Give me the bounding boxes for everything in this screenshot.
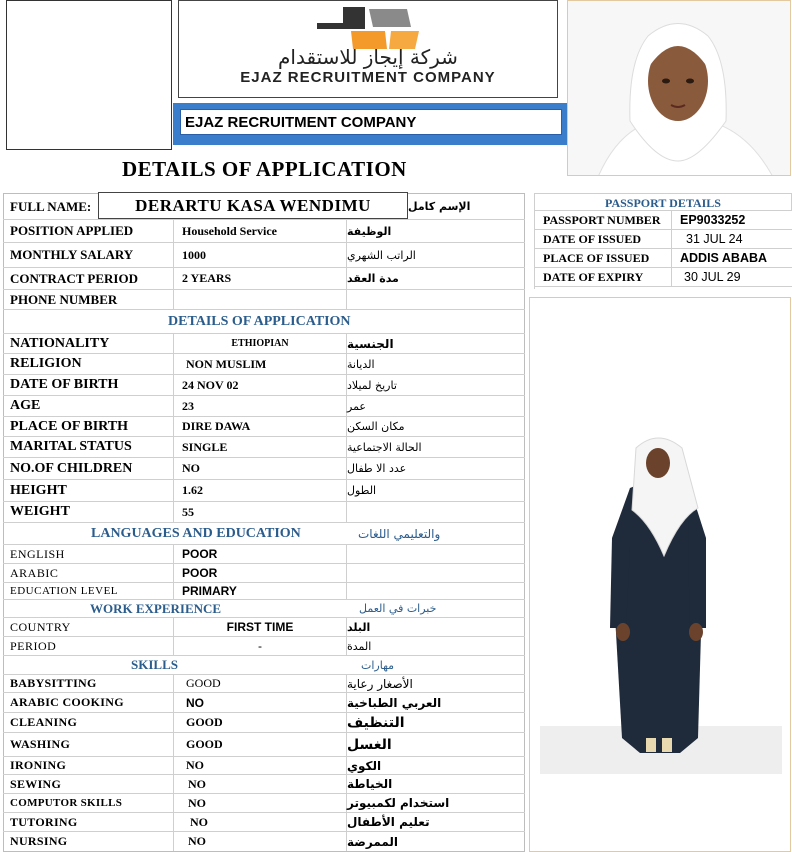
- passport-label: PLACE OF ISSUED: [543, 250, 650, 265]
- passport-row: [535, 249, 792, 268]
- section-title-arabic: والتعليمي اللغات: [358, 526, 441, 541]
- row-arabic-label: العربي الطباخية: [346, 693, 525, 712]
- row-label: CLEANING: [10, 715, 78, 729]
- details-section-header: [3, 309, 525, 333]
- row-value: 1000: [173, 243, 346, 267]
- row-arabic-label: الحالة الاجتماعية: [346, 437, 525, 457]
- table-row: [3, 692, 525, 712]
- row-value: GOOD: [173, 675, 346, 692]
- table-row: [3, 712, 525, 732]
- table-row: [3, 436, 525, 457]
- table-row: [3, 582, 525, 599]
- row-value: NO: [173, 458, 346, 479]
- table-row: [3, 774, 525, 793]
- row-label: IRONING: [10, 758, 67, 772]
- passport-label: DATE OF ISSUED: [543, 231, 642, 246]
- section-title-arabic: خبرات في العمل: [359, 602, 437, 615]
- row-label: HEIGHT: [10, 482, 67, 498]
- passport-table: [534, 211, 792, 289]
- company-banner: EJAZ RECRUITMENT COMPANY: [180, 109, 562, 135]
- row-value: 24 NOV 02: [173, 375, 346, 395]
- row-label: EDUCATION LEVEL: [10, 585, 119, 597]
- passport-row: [535, 211, 792, 230]
- logo-english-text: EJAZ RECRUITMENT COMPANY: [240, 69, 496, 86]
- table-row: [3, 242, 525, 267]
- row-label: ARABIC: [10, 565, 59, 580]
- row-value: ETHIOPIAN: [173, 334, 346, 353]
- row-arabic-label: الديانة: [346, 354, 525, 374]
- table-row: [3, 416, 525, 436]
- row-value: 23: [173, 396, 346, 416]
- languages-section-header: [3, 522, 525, 544]
- row-label: MARITAL STATUS: [10, 439, 132, 454]
- full-name-label: FULL NAME:: [10, 198, 92, 214]
- row-arabic-label: الكوي: [346, 757, 525, 774]
- passport-details-header: PASSPORT DETAILS: [534, 193, 792, 211]
- row-label: CONTRACT PERIOD: [10, 270, 138, 286]
- row-arabic-label: التنظيف: [346, 713, 525, 732]
- row-value: POOR: [173, 545, 346, 563]
- table-row: [3, 267, 525, 289]
- row-arabic-label: الغسل: [346, 733, 525, 756]
- table-row: [3, 457, 525, 479]
- table-row: [3, 732, 525, 756]
- row-arabic-label: مدة العقد: [346, 268, 525, 289]
- row-label: NATIONALITY: [10, 335, 110, 351]
- row-label: PHONE NUMBER: [10, 291, 118, 307]
- passport-row: [535, 268, 792, 287]
- row-value: SINGLE: [173, 437, 346, 457]
- row-value: NO: [173, 775, 346, 793]
- passport-value: 30 JUL 29: [671, 268, 792, 286]
- row-label: COUNTRY: [10, 619, 71, 634]
- passport-label: DATE OF EXPIRY: [543, 269, 644, 284]
- table-row: [3, 563, 525, 582]
- table-row: [3, 353, 525, 374]
- table-row: [3, 831, 525, 851]
- row-arabic-label: الممرضة: [346, 832, 525, 851]
- row-arabic-label: البلد: [346, 618, 525, 636]
- row-value: GOOD: [173, 733, 346, 756]
- row-arabic-label: تعليم الأطفال: [346, 813, 525, 831]
- row-value: POOR: [173, 564, 346, 582]
- table-row: [3, 374, 525, 395]
- row-label: MONTHLY SALARY: [10, 247, 134, 262]
- row-value: NO: [173, 832, 346, 851]
- table-row: [3, 617, 525, 636]
- row-arabic-label: [346, 583, 525, 599]
- row-arabic-label: [346, 545, 525, 563]
- passport-label: PASSPORT NUMBER: [543, 212, 661, 227]
- row-value: 2 YEARS: [173, 268, 346, 289]
- row-value: NO: [173, 794, 346, 812]
- section-title-arabic: مهارات: [361, 658, 395, 672]
- row-label: SEWING: [10, 776, 62, 791]
- row-arabic-label: الخياطة: [346, 775, 525, 793]
- table-row: [3, 793, 525, 812]
- row-value: PRIMARY: [173, 583, 346, 599]
- row-value: NO: [173, 757, 346, 774]
- table-row: [3, 479, 525, 501]
- section-title: LANGUAGES AND EDUCATION: [91, 525, 301, 541]
- application-grid: [3, 0, 525, 852]
- row-value: Household Service: [173, 220, 346, 242]
- table-row: [3, 501, 525, 522]
- table-row: [3, 544, 525, 563]
- passport-value: EP9033252: [671, 211, 792, 229]
- page-title: DETAILS OF APPLICATION: [122, 157, 407, 181]
- passport-value: ADDIS ABABA: [671, 249, 792, 267]
- row-label: NURSING: [10, 834, 68, 848]
- row-arabic-label: الجنسية: [346, 334, 525, 353]
- section-title: SKILLS: [131, 657, 178, 672]
- row-value: NO: [173, 693, 346, 712]
- row-value: FIRST TIME: [173, 618, 346, 636]
- row-arabic-label: المدة: [346, 637, 525, 655]
- row-label: TUTORING: [10, 814, 78, 829]
- row-arabic-label: [346, 290, 525, 309]
- table-row: [3, 812, 525, 831]
- row-label: NO.OF CHILDREN: [10, 460, 133, 476]
- row-label: ARABIC COOKING: [10, 695, 124, 709]
- table-row: [3, 289, 525, 309]
- row-value: NO: [173, 813, 346, 831]
- row-value: NON MUSLIM: [173, 354, 346, 374]
- table-row: [3, 333, 525, 353]
- table-row: [3, 756, 525, 774]
- row-value: [173, 290, 346, 309]
- passport-value: 31 JUL 24: [671, 230, 792, 248]
- row-arabic-label: مكان السكن: [346, 417, 525, 436]
- skills-section-header: [3, 655, 525, 674]
- row-arabic-label: [346, 564, 525, 582]
- row-label: PLACE OF BIRTH: [10, 418, 129, 434]
- row-arabic-label: تاريخ لميلاد: [346, 375, 525, 395]
- row-label: ENGLISH: [10, 546, 65, 561]
- row-arabic-label: استخدام لكمبيوتر: [346, 794, 525, 812]
- row-value: 55: [173, 502, 346, 522]
- row-label: WASHING: [10, 737, 71, 751]
- section-title: WORK EXPERIENCE: [90, 600, 222, 616]
- row-arabic-label: الراتب الشهري: [346, 243, 525, 267]
- row-value: -: [173, 637, 346, 655]
- row-label: COMPUTOR SKILLS: [10, 797, 123, 809]
- row-arabic-label: الأصغار رعاية: [346, 675, 525, 692]
- row-arabic-label: عمر: [346, 396, 525, 416]
- full-name-arabic: الإسم كامل: [408, 200, 471, 213]
- row-arabic-label: الطول: [346, 480, 525, 501]
- full-name-value: DERARTU KASA WENDIMU: [98, 192, 408, 219]
- passport-row: [535, 230, 792, 249]
- table-row: [3, 636, 525, 655]
- work-section-header: [3, 599, 525, 617]
- logo-arabic-text: شركة إيجاز للاستقدام: [278, 45, 458, 69]
- row-arabic-label: الوظيفة: [346, 220, 525, 242]
- row-value: GOOD: [173, 713, 346, 732]
- table-row: [3, 219, 525, 242]
- applicant-full-body-photo: [529, 297, 791, 852]
- row-label: WEIGHT: [10, 504, 70, 519]
- row-label: RELIGION: [10, 356, 82, 371]
- row-label: BABYSITTING: [10, 676, 97, 690]
- section-title: DETAILS OF APPLICATION: [168, 313, 351, 329]
- table-row: [3, 674, 525, 692]
- row-value: 1.62: [173, 480, 346, 501]
- table-row: [3, 395, 525, 416]
- applicant-portrait-photo: [567, 0, 791, 176]
- row-label: PERIOD: [10, 638, 57, 653]
- row-label: POSITION APPLIED: [10, 223, 134, 238]
- row-value: DIRE DAWA: [173, 417, 346, 436]
- row-arabic-label: عدد الا طفال: [346, 458, 525, 479]
- row-label: AGE: [10, 398, 41, 413]
- row-arabic-label: [346, 502, 525, 522]
- row-label: DATE OF BIRTH: [10, 377, 119, 392]
